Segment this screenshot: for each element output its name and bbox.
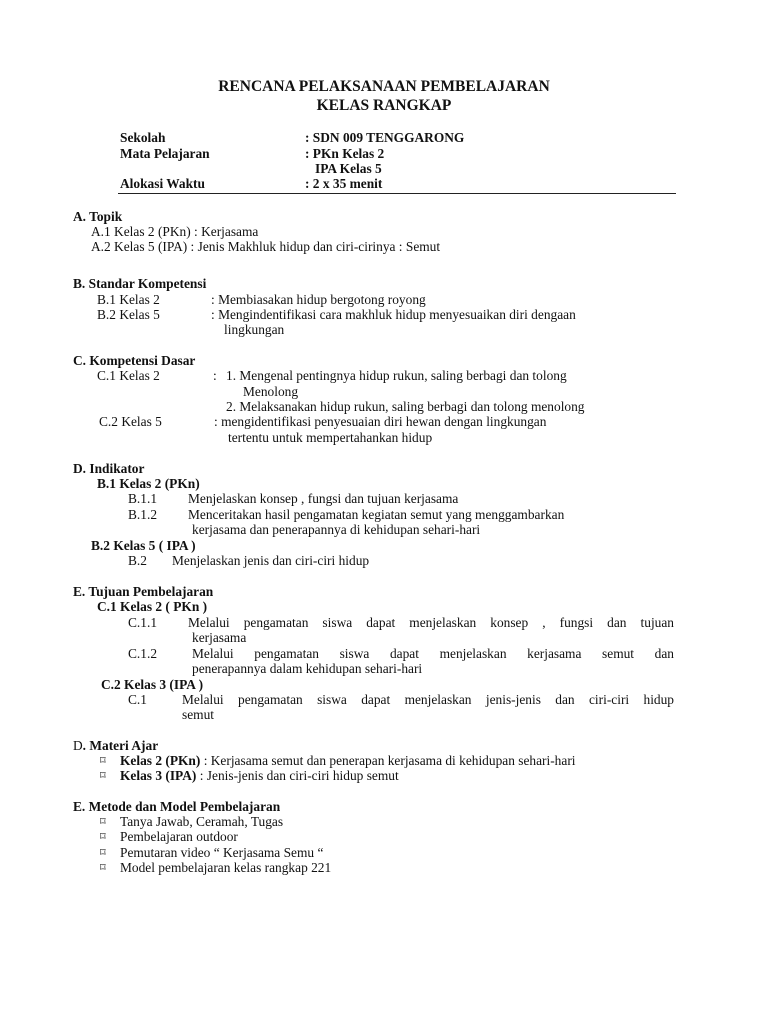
indikator-b2-code: B.2 (128, 553, 147, 568)
section-topik: A. Topik (73, 209, 123, 224)
bullet-icon: ⌑ (100, 770, 106, 782)
tujuan-c21-text-cont: semut (182, 707, 214, 722)
bullet-icon: ⌑ (100, 862, 106, 874)
sk-b2-text-cont: lingkungan (224, 322, 285, 337)
materi-item-2: Kelas 3 (IPA) : Jenis-jenis dan ciri-ciri hidup semut (120, 768, 399, 783)
doc-title-line1: RENCANA PELAKSANAAN PEMBELAJARAN (218, 78, 550, 95)
kd-c2-text-cont: tertentu untuk mempertahankan hidup (228, 430, 433, 445)
section-standar-kompetensi: B. Standar Kompetensi (73, 276, 207, 291)
kd-c1-colon: : (213, 368, 217, 383)
tujuan-c11-code: C.1.1 (128, 615, 158, 630)
tujuan-c1-heading: C.1 Kelas 2 ( PKn ) (97, 599, 208, 614)
tujuan-c11-text-cont: kerjasama (192, 630, 247, 645)
indikator-b12-text-cont: kerjasama dan penerapannya di kehidupan sehari-hari (192, 522, 481, 537)
bullet-icon: ⌑ (100, 755, 106, 767)
kd-c1-code: C.1 Kelas 2 (97, 368, 160, 383)
sk-b1-text: : Membiasakan hidup bergotong royong (211, 292, 426, 307)
bullet-icon: ⌑ (100, 847, 106, 859)
header-divider (118, 193, 676, 194)
indikator-b2-heading: B.2 Kelas 5 ( IPA ) (91, 538, 196, 553)
section-kompetensi-dasar: C. Kompetensi Dasar (73, 353, 196, 368)
tujuan-c2-heading: C.2 Kelas 3 (IPA ) (101, 677, 204, 692)
section-indikator: D. Indikator (73, 461, 145, 476)
tujuan-c12-code: C.1.2 (128, 646, 158, 661)
indikator-b11-code: B.1.1 (128, 491, 158, 506)
indikator-b12-code: B.1.2 (128, 507, 158, 522)
tujuan-c21-text: Melalui pengamatan siswa dapat menjelaskan jenis-jenis dan ciri-ciri hidup (182, 692, 674, 707)
subject-value-2: IPA Kelas 5 (315, 161, 382, 176)
school-label: Sekolah (120, 130, 166, 145)
kd-c1-2: 2. Melaksanakan hidup rukun, saling berbagi dan tolong menolong (226, 399, 585, 414)
sk-b1-code: B.1 Kelas 2 (97, 292, 160, 307)
indikator-b2-text: Menjelaskan jenis dan ciri-ciri hidup (172, 553, 370, 568)
time-value: : 2 x 35 menit (305, 176, 383, 191)
kd-c2-code: C.2 Kelas 5 (99, 414, 162, 429)
doc-title-line2: KELAS RANGKAP (316, 97, 452, 114)
topik-a1: A.1 Kelas 2 (PKn) : Kerjasama (91, 224, 259, 239)
subject-value: : PKn Kelas 2 (305, 146, 385, 161)
indikator-b12-text: Menceritakan hasil pengamatan kegiatan semut yang menggambarkan (188, 507, 565, 522)
tujuan-c21-code: C.1 (128, 692, 147, 707)
tujuan-c12-text-cont: penerapannya dalam kehidupan sehari-hari (192, 661, 423, 676)
time-label: Alokasi Waktu (120, 176, 205, 191)
section-materi-ajar: D. Materi Ajar (73, 738, 159, 753)
section-tujuan: E. Tujuan Pembelajaran (73, 584, 214, 599)
section-metode: E. Metode dan Model Pembelajaran (73, 799, 281, 814)
materi-item-1: Kelas 2 (PKn) : Kerjasama semut dan penerapan kerjasama di kehidupan sehari-hari (120, 753, 576, 768)
tujuan-c11-text: Melalui pengamatan siswa dapat menjelaskan konsep , fungsi dan tujuan (188, 615, 674, 630)
topik-a2: A.2 Kelas 5 (IPA) : Jenis Makhluk hidup dan ciri-cirinya : Semut (91, 239, 441, 254)
kd-c1-1-cont: Menolong (243, 384, 299, 399)
kd-c2-text: : mengidentifikasi penyesuaian diri hewan dengan lingkungan (214, 414, 547, 429)
metode-item-4: Model pembelajaran kelas rangkap 221 (120, 860, 332, 875)
indikator-b1-heading: B.1 Kelas 2 (PKn) (97, 476, 200, 491)
school-value: : SDN 009 TENGGARONG (305, 130, 465, 145)
subject-label: Mata Pelajaran (120, 146, 210, 161)
sk-b2-code: B.2 Kelas 5 (97, 307, 160, 322)
kd-c1-1: 1. Mengenal pentingnya hidup rukun, saling berbagi dan tolong (226, 368, 567, 383)
metode-item-2: Pembelajaran outdoor (120, 829, 238, 844)
tujuan-c12-text: Melalui pengamatan siswa dapat menjelaskan kerjasama semut dan (192, 646, 674, 661)
bullet-icon: ⌑ (100, 831, 106, 843)
metode-item-1: Tanya Jawab, Ceramah, Tugas (120, 814, 284, 829)
sk-b2-text: : Mengindentifikasi cara makhluk hidup menyesuaikan diri dengaan (211, 307, 576, 322)
indikator-b11-text: Menjelaskan konsep , fungsi dan tujuan kerjasama (188, 491, 459, 506)
bullet-icon: ⌑ (100, 816, 106, 828)
metode-item-3: Pemutaran video “ Kerjasama Semu “ (120, 845, 324, 860)
